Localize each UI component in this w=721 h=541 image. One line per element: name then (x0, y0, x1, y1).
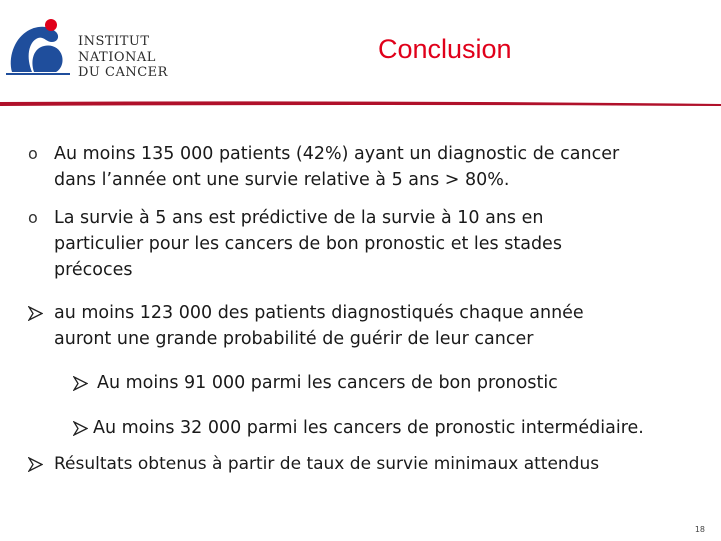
logo-line-2: NATIONAL (78, 49, 156, 65)
bullet-item (28, 205, 562, 283)
header-divider (0, 96, 721, 110)
bullet-text-line: Au moins 135 000 patients (42%) ayant un diagnostic de cancer (54, 144, 620, 164)
bullet-text-line: précoces (54, 260, 133, 280)
bullet-text-line: La survie à 5 ans est prédictive de la survie à 10 ans en (54, 208, 544, 228)
bullet-text-line: au moins 123 000 des patients diagnostiqués chaque année (54, 303, 584, 323)
arrow-bullet-icon (73, 376, 88, 391)
sub-bullet-item (73, 415, 644, 441)
sub-bullet-item (73, 370, 558, 396)
bullet-item (28, 451, 599, 477)
bullet-text-line: Résultats obtenus à partir de taux de survie minimaux attendus (54, 454, 600, 474)
bullet-item (28, 141, 619, 193)
institut-national-du-cancer-logo (4, 14, 168, 80)
bullet-text-line: particulier pour les cancers de bon pronostic et les stades (54, 234, 562, 254)
bullet-item (28, 300, 584, 352)
logo-emblem-icon (4, 14, 76, 78)
arrow-bullet-icon (28, 457, 43, 472)
arrow-bullet-icon (28, 306, 43, 321)
bullet-text-line: Au moins 32 000 parmi les cancers de pronostic intermédiaire. (93, 418, 644, 438)
logo-line-3: DU CANCER (78, 65, 168, 80)
page-number: 18 (694, 525, 705, 534)
slide-title: Conclusion (378, 34, 512, 64)
bullet-marker: o (28, 144, 38, 163)
bullet-text-line: Au moins 91 000 parmi les cancers de bon pronostic (97, 373, 558, 393)
bullet-marker: o (28, 208, 38, 227)
logo-line-1: INSTITUT (78, 34, 150, 49)
bullet-text-line: dans l’année ont une survie relative à 5 ans > 80%. (54, 170, 510, 190)
bullet-text-line: auront une grande probabilité de guérir de leur cancer (54, 329, 534, 349)
arrow-bullet-icon (73, 421, 88, 436)
